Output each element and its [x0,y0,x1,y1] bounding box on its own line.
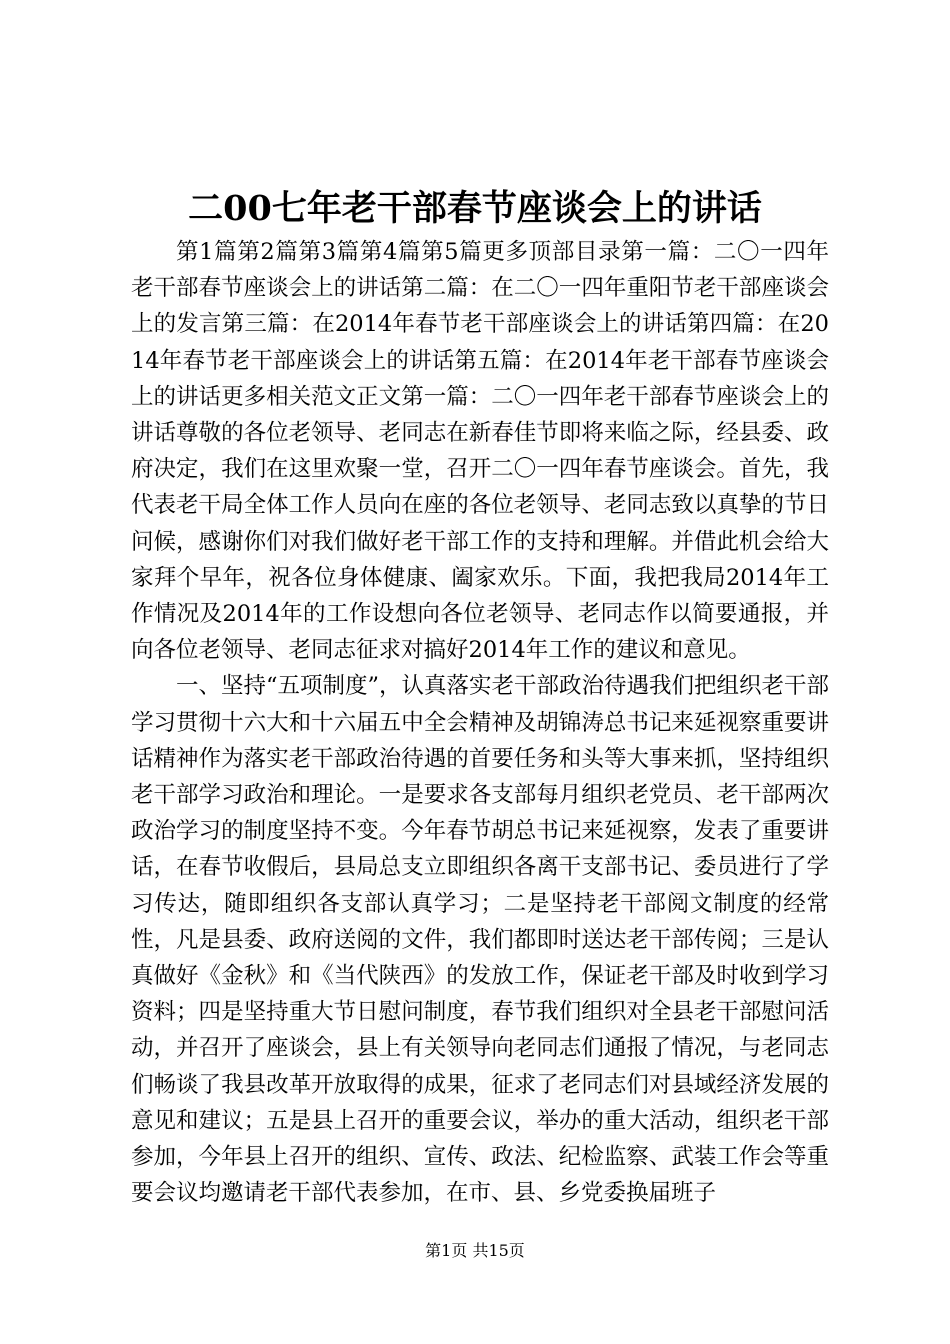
body-paragraph-2: 一、坚持“五项制度”，认真落实老干部政治待遇我们把组织老干部学习贯彻十六大和十六届五中全会精神及胡锦涛总书记来延视察重要讲话精神作为落实老干部政治待遇的首要任务和头等大事来抓，坚持组织老干部学习政治和理论。一是要求各支部每月组织老党员、老干部两次政治学习的制度坚持不变。今年春节胡总书记来延视察，发表了重要讲话，在春节收假后，县局总支立即组织各离干支部书记、委员进行了学习传达，随即组织各支部认真学习；二是坚持老干部阅文制度的经常性，凡是县委、政府送阅的文件，我们都即时送达老干部传阅；三是认真做好《金秋》和《当代陕西》的发放工作，保证老干部及时收到学习资料；四是坚持重大节日慰问制度，春节我们组织对全县老干部慰问活动，并召开了座谈会，县上有关领导向老同志们通报了情况，与老同志们畅谈了我县改革开放取得的成果，征求了老同志们对县域经济发展的意见和建议；五是县上召开的重要会议，举办的重大活动，组织老干部参加，今年县上召开的组织、宣传、政法、纪检监察、武装工作会等重要会议均邀请老干部代表参加，在市、县、乡党委换届班子 [131,673,830,1207]
body-paragraph-1: 第1篇第2篇第3篇第4篇第5篇更多顶部目录第一篇：二〇一四年老干部春节座谈会上的讲话第二篇：在二〇一四年重阳节老干部座谈会上的发言第三篇：在2014年春节老干部座谈会上的讲话第四篇：在2014年春节老干部座谈会上的讲话第五篇：在2014年老干部春节座谈会上的讲话更多相关范文正文第一篇：二〇一四年老干部春节座谈会上的讲话尊敬的各位老领导、老同志在新春佳节即将来临之际，经县委、政府决定，我们在这里欢聚一堂，召开二〇一四年春节座谈会。首先，我代表老干局全体工作人员向在座的各位老领导、老同志致以真挚的节日问候，感谢你们对我们做好老干部工作的支持和理解。并借此机会给大家拜个早年，祝各位身体健康、阖家欢乐。下面，我把我局2014年工作情况及2014年的工作设想向各位老领导、老同志作以简要通报，并向各位老领导、老同志征求对搞好2014年工作的建议和意见。 [131,239,829,664]
document-body [131,234,829,1211]
page-number-footer: 第1页 共15页 [425,1241,525,1260]
document-title: 二00七年老干部春节座谈会上的讲话 [188,188,762,229]
